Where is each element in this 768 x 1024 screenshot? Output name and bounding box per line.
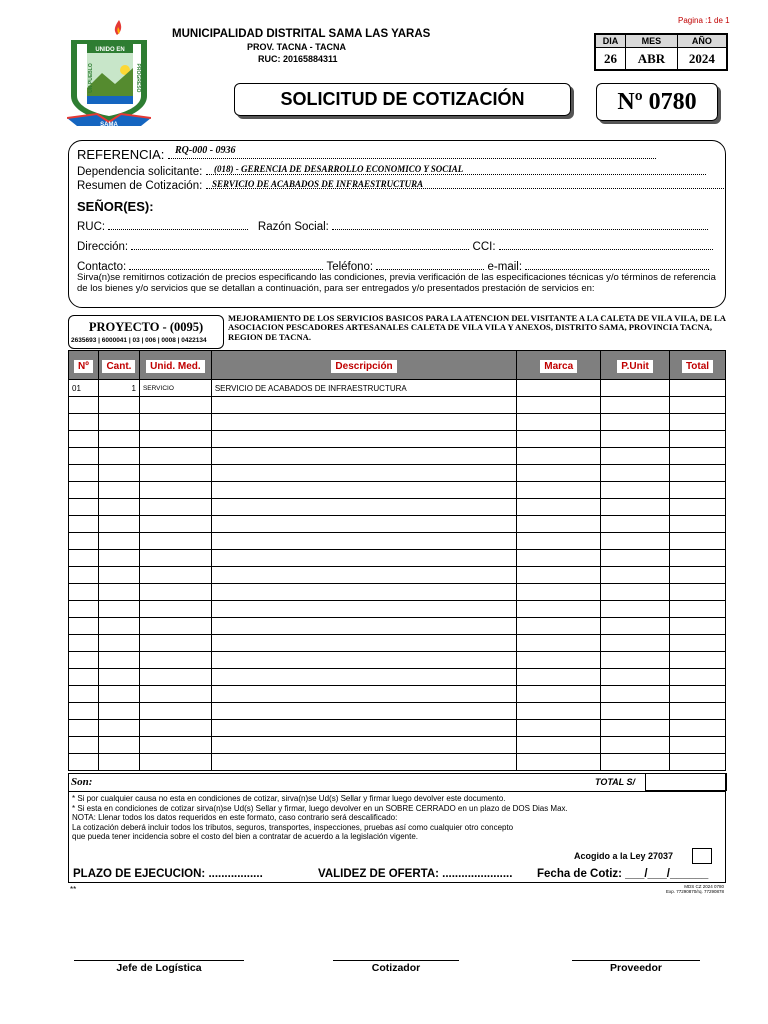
empty-cell [139,618,211,635]
empty-cell [139,448,211,465]
ruc-line [108,229,248,230]
anio-value: 2024 [677,48,726,70]
empty-cell [211,482,516,499]
email-line [525,269,709,270]
empty-cell [517,397,601,414]
empty-cell [98,703,139,720]
empty-cell [139,516,211,533]
resumen-value: SERVICIO DE ACABADOS DE INFRAESTRUCTURA [212,179,424,189]
empty-cell [670,533,726,550]
empty-cell [517,618,601,635]
empty-cell [69,567,99,584]
empty-cell [517,567,601,584]
signature-cotizador: Cotizador [333,960,459,974]
empty-cell [139,669,211,686]
svg-text:UNIDO EN: UNIDO EN [95,47,125,53]
empty-cell [69,550,99,567]
empty-cell [69,601,99,618]
empty-cell [98,635,139,652]
plazo-ejecucion: PLAZO DE EJECUCION: ................. [73,868,263,880]
cell-descripcion: SERVICIO DE ACABADOS DE INFRAESTRUCTURA [211,380,516,397]
empty-cell [98,550,139,567]
empty-cell [211,533,516,550]
empty-cell [98,737,139,754]
cci-line [499,249,713,250]
col-header-cant: Cant. [98,351,139,380]
empty-cell [139,737,211,754]
empty-cell [69,720,99,737]
footer-divider [69,791,725,792]
empty-cell [517,635,601,652]
ruc-row [77,221,708,233]
table-row [69,431,726,448]
col-header-marca: Marca [517,351,601,380]
empty-cell [211,635,516,652]
cell-cant: 1 [98,380,139,397]
empty-cell [69,465,99,482]
reference-section [68,140,726,308]
empty-cell [670,397,726,414]
empty-cell [69,703,99,720]
empty-cell [670,618,726,635]
document-title: SOLICITUD DE COTIZACIÓN [234,83,571,116]
contacto-line [129,269,323,270]
razon-social-line [332,229,708,230]
empty-cell [517,499,601,516]
col-header-unid: Unid. Med. [139,351,211,380]
note-line: La cotización deberá incluir todos los tributos, seguros, transportes, inspecciones, pruebas así como cualquier otro concepto [72,822,514,832]
sirvase-text: Sirva(n)se remitirnos cotización de precios especificando las condiciones, previa verificación de las especificaciones técnicas y/o términos de referencia de los bienes y/o servicios que se detallan a continuación, para ser entregados y/o presentados prestación de servicios en: [77,272,716,294]
municipality-name: MUNICIPALIDAD DISTRITAL SAMA LAS YARAS [172,28,431,40]
empty-cell [211,414,516,431]
empty-cell [670,567,726,584]
svg-text:SAMA: SAMA [100,122,118,128]
anio-label: AÑO [677,35,726,48]
email-label: e-mail: [487,261,523,273]
empty-cell [601,516,670,533]
page-number: Pagina :1 de 1 [678,16,730,25]
empty-cell [601,499,670,516]
empty-cell [211,737,516,754]
table-row [69,380,726,397]
empty-cell [517,669,601,686]
mes-value: ABR [626,48,678,70]
empty-cell [69,618,99,635]
fecha-cotizacion: Fecha de Cotiz: ___/___/______ [537,868,709,880]
empty-cell [98,516,139,533]
empty-cell [211,652,516,669]
empty-cell [98,431,139,448]
table-header-row [69,351,726,380]
empty-cell [98,584,139,601]
project-title: PROYECTO - (0095) [88,320,204,334]
note-line: NOTA: Llenar todos los datos requeridos en este formato, caso contrario será descalificado: [72,813,398,823]
empty-cell [98,618,139,635]
empty-cell [69,635,99,652]
empty-cell [211,669,516,686]
empty-cell [139,567,211,584]
empty-cell [69,754,99,771]
table-row [69,737,726,754]
empty-cell [69,482,99,499]
empty-cell [98,601,139,618]
empty-cell [139,550,211,567]
empty-cell [601,448,670,465]
empty-cell [601,465,670,482]
empty-cell [517,465,601,482]
table-row [69,499,726,516]
table-row [69,584,726,601]
table-row [69,465,726,482]
document-number: Nº 0780 [596,83,718,121]
empty-cell [517,414,601,431]
empty-cell [69,397,99,414]
table-row [69,414,726,431]
empty-cell [211,720,516,737]
dia-label: DIA [596,35,626,48]
table-row [69,686,726,703]
empty-cell [211,516,516,533]
empty-cell [517,431,601,448]
empty-cell [139,686,211,703]
doc-code: MDS CZ 2024 0780 [684,884,724,889]
footer-stars: ** [70,885,77,894]
empty-cell [139,720,211,737]
empty-cell [601,533,670,550]
signature-proveedor: Proveedor [572,960,700,974]
empty-cell [517,516,601,533]
empty-cell [601,414,670,431]
table-row [69,567,726,584]
empty-cell [211,465,516,482]
dependencia-label: Dependencia solicitante: [77,166,203,178]
empty-cell [98,669,139,686]
items-table [68,350,726,771]
table-row [69,516,726,533]
empty-cell [139,499,211,516]
empty-cell [211,448,516,465]
empty-cell [98,686,139,703]
empty-cell [670,550,726,567]
contacto-label: Contacto: [77,261,127,273]
empty-cell [139,465,211,482]
table-row [69,720,726,737]
col-header-num: Nº [69,351,99,380]
empty-cell [601,754,670,771]
empty-cell [211,754,516,771]
empty-cell [98,720,139,737]
empty-cell [139,584,211,601]
project-code: 2635693 | 6000041 | 03 | 006 | 0008 | 0422134 [71,337,207,344]
empty-cell [69,431,99,448]
empty-cell [601,431,670,448]
mes-label: MES [626,35,678,48]
dependencia-value: (018) - GERENCIA DE DESARROLLO ECONOMICO Y SOCIAL [214,164,464,174]
empty-cell [211,618,516,635]
empty-cell [601,635,670,652]
empty-cell [69,533,99,550]
empty-cell [211,584,516,601]
empty-cell [517,448,601,465]
empty-cell [69,584,99,601]
table-row [69,533,726,550]
note-line: * Si por cualquier causa no esta en condiciones de cotizar, sirva(n)se Ud(s) Sellar y firmar luego devolver este documento. [72,794,506,803]
empty-cell [601,703,670,720]
table-row [69,397,726,414]
total-label: TOTAL S/ [595,777,636,787]
col-header-total: Total [670,351,726,380]
empty-cell [670,754,726,771]
empty-cell [670,448,726,465]
municipality-logo [67,18,151,130]
direccion-line [131,249,469,250]
empty-cell [98,754,139,771]
empty-cell [517,584,601,601]
empty-cell [670,584,726,601]
empty-cell [69,737,99,754]
empty-cell [517,652,601,669]
empty-cell [517,754,601,771]
total-value-box [645,773,727,791]
table-row [69,703,726,720]
telefono-label: Teléfono: [326,261,374,273]
empty-cell [98,652,139,669]
table-row [69,669,726,686]
direccion-label: Dirección: [77,241,129,253]
note-line: que pueda tener incidencia sobre el costo del bien a contratar de acuerdo a la legislación vigente. [72,832,419,842]
empty-cell [517,482,601,499]
signature-jefe-logistica: Jefe de Logística [74,960,244,974]
empty-cell [211,601,516,618]
table-row [69,754,726,771]
empty-cell [670,482,726,499]
cell-marca [517,380,601,397]
exp-code: Exp. 77290870/rq. 77290878 [665,889,724,894]
empty-cell [98,533,139,550]
empty-cell [139,754,211,771]
document-reference-codes [660,884,724,894]
empty-cell [98,499,139,516]
empty-cell [139,601,211,618]
footer-section [68,773,726,883]
ruc-label: RUC: [77,221,106,233]
empty-cell [98,448,139,465]
empty-cell [601,567,670,584]
cell-num: 01 [69,380,99,397]
empty-cell [139,482,211,499]
cci-label: CCI: [472,241,496,253]
note-line: * Si esta en condiciones de cotizar sirva(n)se Ud(s) Sellar y firmar, luego devolver en un SOBRE CERRADO en un plazo de DOS Dias Max. [72,803,568,813]
empty-cell [670,669,726,686]
empty-cell [517,533,601,550]
province: PROV. TACNA - TACNA [247,42,346,52]
referencia-label: REFERENCIA: [77,147,165,162]
referencia-line [168,158,656,159]
svg-text:PROGRESO: PROGRESO [135,63,141,93]
table-row [69,618,726,635]
project-box [68,315,224,349]
cell-unid: SERVICIO [139,380,211,397]
empty-cell [139,431,211,448]
empty-cell [69,516,99,533]
empty-cell [601,686,670,703]
empty-cell [211,397,516,414]
empty-cell [69,448,99,465]
empty-cell [69,669,99,686]
municipality-ruc: RUC: 20165884311 [258,54,338,64]
empty-cell [601,397,670,414]
empty-cell [601,601,670,618]
empty-cell [670,635,726,652]
empty-cell [98,397,139,414]
razon-social-label: Razón Social: [257,221,329,233]
empty-cell [139,652,211,669]
empty-cell [211,567,516,584]
empty-cell [670,686,726,703]
empty-cell [670,431,726,448]
empty-cell [517,601,601,618]
dia-value: 26 [596,48,626,70]
empty-cell [139,635,211,652]
empty-cell [211,703,516,720]
empty-cell [139,533,211,550]
empty-cell [69,414,99,431]
empty-cell [69,652,99,669]
empty-cell [601,737,670,754]
empty-cell [211,686,516,703]
empty-cell [69,686,99,703]
direccion-row [77,241,713,253]
empty-cell [601,652,670,669]
cell-punit [601,380,670,397]
col-header-descripcion: Descripción [211,351,516,380]
empty-cell [670,720,726,737]
empty-cell [670,737,726,754]
telefono-line [376,269,484,270]
empty-cell [211,499,516,516]
empty-cell [670,499,726,516]
table-row [69,448,726,465]
date-box [594,33,728,71]
senor-label: SEÑOR(ES): [77,199,154,214]
footer-notes [72,794,568,842]
empty-cell [601,550,670,567]
empty-cell [98,465,139,482]
empty-cell [670,601,726,618]
empty-cell [601,720,670,737]
empty-cell [670,703,726,720]
validez-oferta: VALIDEZ DE OFERTA: ...................... [318,868,513,880]
table-row [69,482,726,499]
acogido-checkbox[interactable] [692,848,712,864]
empty-cell [670,465,726,482]
svg-text:UN PUEBLO: UN PUEBLO [88,63,94,93]
empty-cell [211,550,516,567]
empty-cell [517,703,601,720]
table-row [69,550,726,567]
empty-cell [670,652,726,669]
acogido-label: Acogido a la Ley 27037 [574,851,674,861]
table-row [69,601,726,618]
empty-cell [139,414,211,431]
empty-cell [517,737,601,754]
empty-cell [69,499,99,516]
empty-cell [98,414,139,431]
empty-cell [601,584,670,601]
referencia-value: RQ-000 - 0936 [175,145,236,156]
resumen-label: Resumen de Cotización: [77,180,203,192]
cell-total [670,380,726,397]
empty-cell [670,414,726,431]
empty-cell [98,482,139,499]
empty-cell [98,567,139,584]
project-description: MEJORAMIENTO DE LOS SERVICIOS BASICOS PARA LA ATENCION DEL VISITANTE A LA CALETA DE VILA VILA, DE LA ASOCIACION PESCADORES ARTESANALES CALETA DE VILA VILA Y ANEXOS, DISTRITO SAMA, PROVINCIA TACNA, REGION DE TACNA. [228,313,726,342]
empty-cell [517,720,601,737]
empty-cell [139,703,211,720]
empty-cell [601,618,670,635]
empty-cell [670,516,726,533]
empty-cell [517,550,601,567]
empty-cell [517,686,601,703]
table-row [69,652,726,669]
empty-cell [601,669,670,686]
empty-cell [139,397,211,414]
dependencia-line [206,174,706,175]
empty-cell [601,482,670,499]
referencia-row [77,147,656,162]
col-header-punit: P.Unit [601,351,670,380]
son-label: Son: [71,776,93,788]
table-row [69,635,726,652]
empty-cell [211,431,516,448]
